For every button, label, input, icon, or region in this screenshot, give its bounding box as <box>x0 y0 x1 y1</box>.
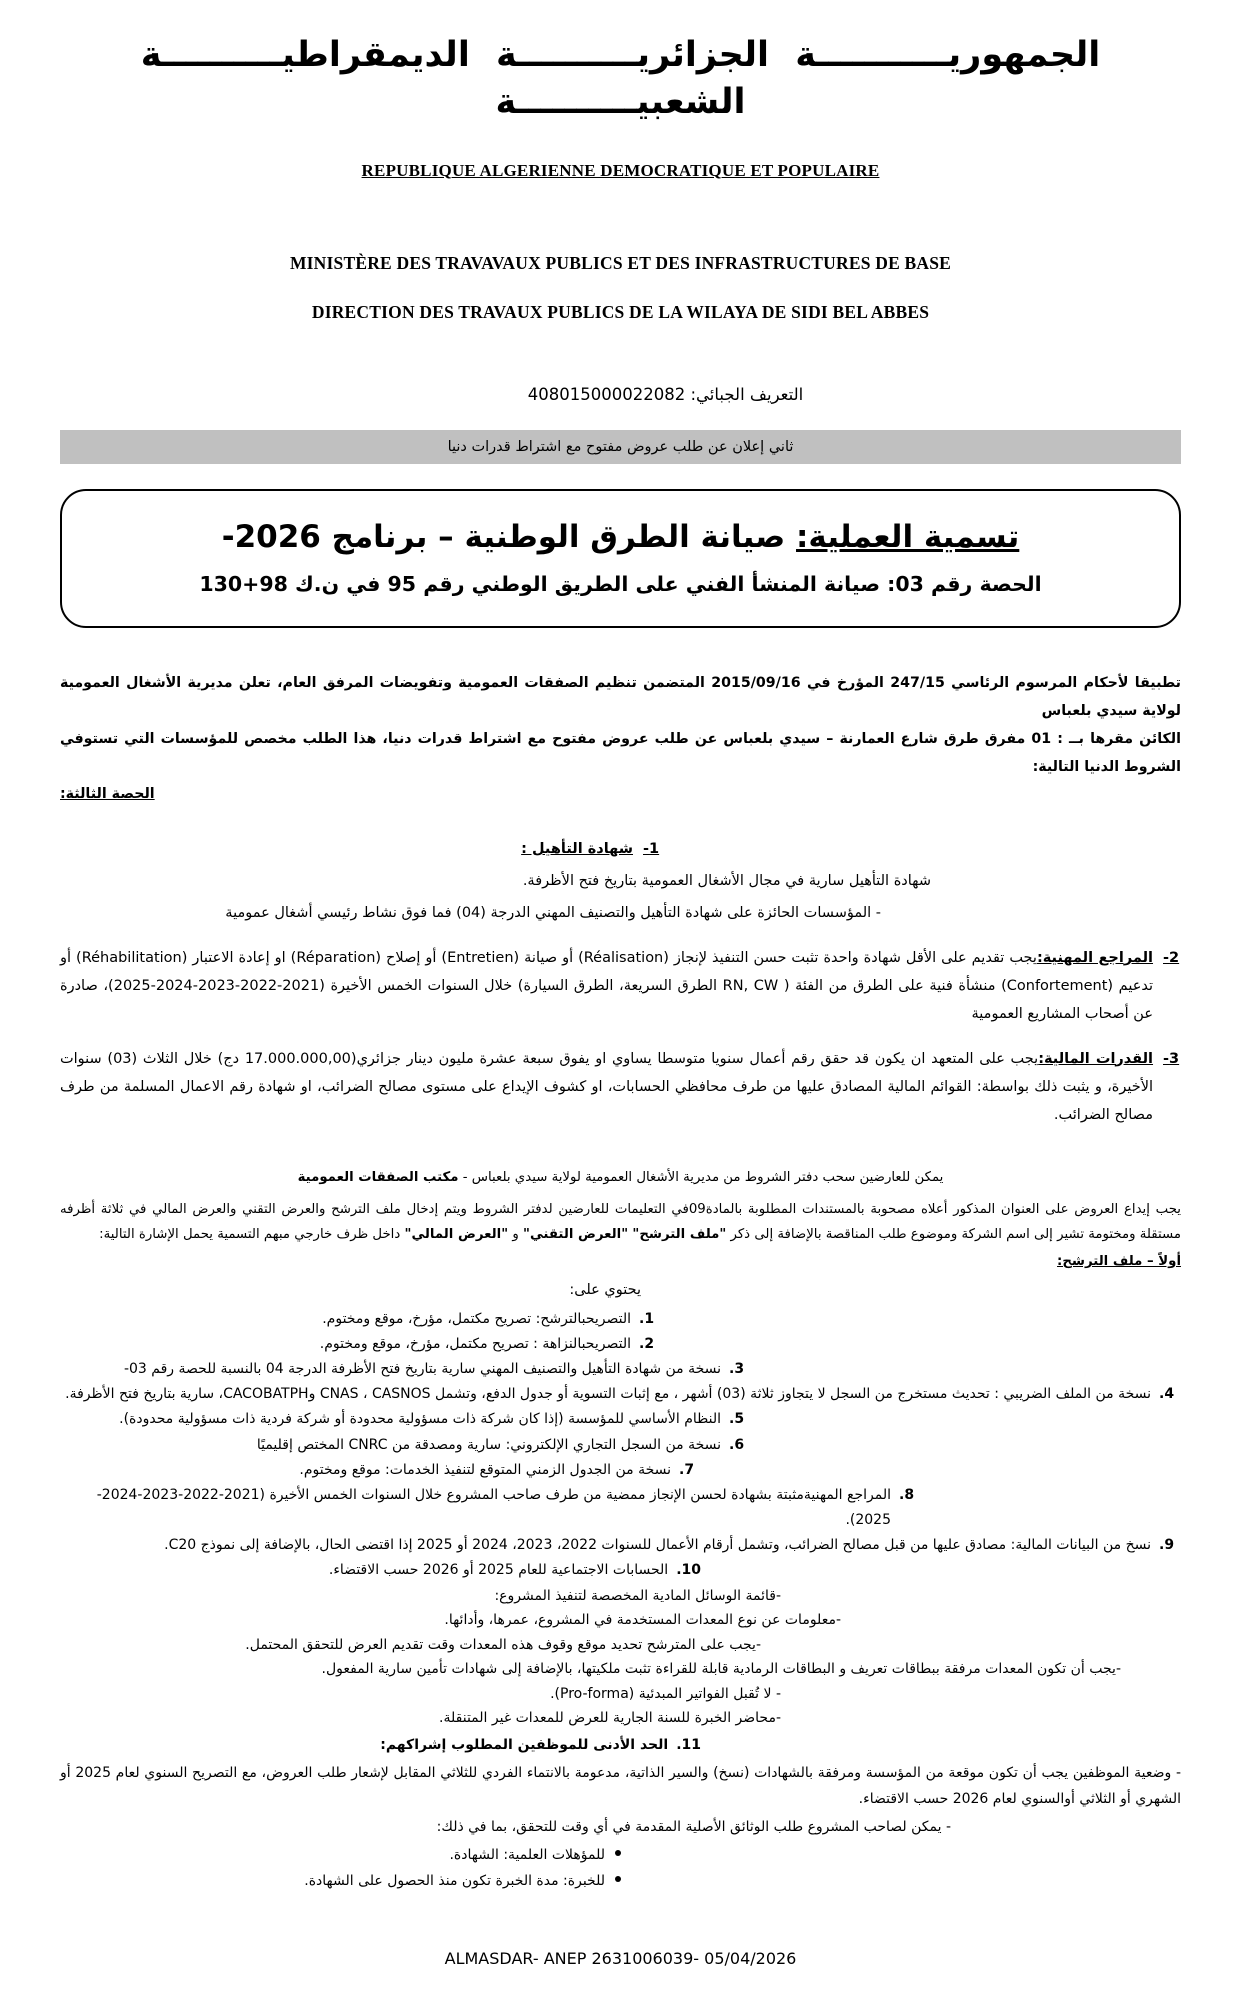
condition-3 <box>60 1045 1181 1130</box>
sep-2: و <box>508 1226 524 1242</box>
equipment-note: -محاضر الخبرة للسنة الجارية للعرض للمعدات غير المتنقلة. <box>439 1710 781 1727</box>
condition-1-heading: شهادة التأهيل : <box>521 840 633 857</box>
document-item <box>60 1407 1181 1432</box>
staff-bullet <box>60 1842 1181 1869</box>
staff-bullet-text: للمؤهلات العلمية: الشهادة. <box>449 1846 605 1863</box>
document-item-text: التصريحبالنزاهة : تصريح مكتمل، مؤرخ، موقع ومختوم. <box>319 1335 631 1352</box>
document-item-text: نسخة من شهادة التأهيل والتصنيف المهني سارية بتاريخ فتح الأظرفة الدرجة 04 بالنسبة للحصة رقم 03- <box>123 1360 721 1377</box>
conditions-list <box>60 835 1181 1129</box>
required-documents-list <box>60 1307 1181 1584</box>
document-item-number: 6. <box>729 1436 745 1453</box>
document-item <box>60 1558 1181 1583</box>
withdrawal-text: يمكن للعارضين سحب دفتر الشروط من مديرية الأشغال العمومية لولاية سيدي بلعباس - <box>458 1170 944 1186</box>
staff-line-2: - يمكن لصاحب المشروع طلب الوثائق الأصلية المقدمة في أي وقت للتحقق، بما في ذلك: <box>436 1819 951 1835</box>
envelope-technical-label: "العرض التقني" <box>523 1226 629 1242</box>
tax-identification: التعريف الجبائي: 408015000022082 <box>527 384 804 404</box>
document-item <box>60 1533 1181 1558</box>
condition-3-text: يجب على المتعهد ان يكون قد حقق رقم أعمال سنويا متوسطا يساوي او يفوق سبعة عشرة مليون دينار جزائري(17.000.000,00 دج) خلال الثلاث (03) سنوات الأخيرة، و يثبت ذلك بواسطة: القوائم المالية المصادق عليها من طرف محافظي الحسابات، او كشوف الإيداع على مستوى مصالح الضرائب، او شهادة رقم الاعمال المسلمة من طرف مصالح الضرائب. <box>60 1050 1153 1124</box>
french-republic-heading: REPUBLIQUE ALGERIENNE DEMOCRATIQUE ET POPULAIRE <box>361 160 880 180</box>
withdrawal-office: مكتب الصفقات العمومية <box>297 1170 459 1186</box>
document-item <box>60 1332 1181 1357</box>
staff-requirements <box>60 1733 1181 1895</box>
bullet-icon <box>615 1850 621 1856</box>
document-item-number: 3. <box>729 1360 745 1377</box>
equipment-note: -يجب على المترشح تحديد موقع وقوف هذه المعدات وقت تقديم العرض للتحقق المحتمل. <box>245 1636 761 1653</box>
staff-bullets <box>60 1842 1181 1895</box>
staff-bullet-text: للخبرة: مدة الخبرة تكون منذ الحصول على الشهادة. <box>304 1873 605 1890</box>
intro-paragraph <box>60 670 1181 808</box>
staff-item-number: 11. <box>676 1736 701 1753</box>
operation-title-label: تسمية العملية: <box>796 518 1020 555</box>
ministry-heading: MINISTÈRE DES TRAVAVAUX PUBLICS ET DES INFRASTRUCTURES DE BASE <box>289 252 952 273</box>
document-item <box>60 1458 1181 1483</box>
operation-subtitle: الحصة رقم 03: صيانة المنشأ الفني على الطريق الوطني رقم 95 في ن.ك 98+130 <box>199 571 1042 596</box>
submission-text: يجب إيداع العروض على العنوان المذكور أعلاه مصحوبة بالمستندات المطلوبة بالمادة09في التعليمات للعارضين لدفتر الشروط ويتم إدخال ملف الترشح والعرض التقني والعرض المالي في ثلاثة أظرفه مستقلة ومختومة تشير إلى اسم الشركة وموضوع طلب المناقصة بالإضافة إلى ذكر <box>60 1201 1181 1242</box>
document-page <box>0 18 1241 1998</box>
withdrawal-line <box>60 1165 1181 1190</box>
equipment-note: - لا تُقبل الفواتير المبدئية (Pro-forma). <box>550 1685 781 1702</box>
document-item-number: 9. <box>1159 1537 1175 1554</box>
announcement-banner-text: ثاني إعلان عن طلب عروض مفتوح مع اشتراط قدرات دنيا <box>447 438 794 455</box>
document-item-number: 7. <box>679 1461 695 1478</box>
condition-2-heading: المراجع المهنية: <box>1036 949 1154 966</box>
staff-item <box>60 1733 1181 1758</box>
direction-heading: DIRECTION DES TRAVAUX PUBLICS DE LA WILAYA DE SIDI BEL ABBES <box>311 301 930 322</box>
document-item-text: نسخة من السجل التجاري الإلكتروني: سارية ومصدقة من CNRC المختص إقليميًا <box>256 1436 721 1453</box>
condition-2-number: 2- <box>1163 949 1180 966</box>
condition-2-text: يجب تقديم على الأقل شهادة واحدة تثبت حسن التنفيذ لإنجاز (Réalisation) أو صيانة (Entretien) أو إصلاح (Réparation) او إعادة الاعتبار (Réhabilitation) أو تدعيم (Confortement) منشأة فنية على الطرق من الفئة ( RN, CW الطرق السريعة، الطرق السيارة) خلال السنوات الخمس الأخيرة (2021-2022-2023-2024-2025)، صادرة عن أصحاب المشاريع العمومية <box>60 949 1153 1023</box>
condition-3-heading: القدرات المالية: <box>1038 1050 1154 1067</box>
envelope-financial-label: "العرض المالي" <box>404 1226 509 1242</box>
document-item-number: 4. <box>1159 1386 1175 1403</box>
document-item-number: 5. <box>729 1411 745 1428</box>
operation-title-text: صيانة الطرق الوطنية – برنامج 2026- <box>221 518 797 555</box>
document-item <box>60 1382 1181 1407</box>
equipment-note: -قائمة الوسائل المادية المخصصة لتنفيذ المشروع: <box>494 1587 781 1604</box>
document-item-text: التصريحبالترشح: تصريح مكتمل، مؤرخ، موقع ومختوم. <box>322 1310 631 1327</box>
staff-line-1: - وضعية الموظفين يجب أن تكون موقعة من المؤسسة ومرفقة بالشهادات (نسخ) والسير الذاتية، مدعومة بالانتماء الفردي للثلاثي المقابل لإشعار طلب العروض، مع التصريح السنوي لعام 2025 أو الشهري أو الثلاثي أوالسنوي لعام 2026 حسب الاقتضاء. <box>60 1764 1181 1808</box>
intro-line-2: الكائن مقرها بــ : 01 مفرق طرق شارع العمارنة – سيدي بلعباس عن طلب عروض مفتوح مع اشتراط قدرات دنيا، هذا الطلب مخصص للمؤسسات التي تستوفي الشروط الدنيا التالية: <box>60 730 1181 775</box>
section-first-candidacy-file <box>60 1249 1181 1274</box>
arabic-republic-heading: الجمهوريـــــــــــة الجزائريــــــــــة الديمقراطيــــــــــة الشعبيــــــــــة <box>140 35 1101 123</box>
condition-1-line-1: شهادة التأهيل سارية في مجال الأشغال العمومية بتاريخ فتح الأظرفة. <box>522 873 931 890</box>
condition-1-line-2: - المؤسسات الحائزة على شهادة التأهيل والتصنيف المهني الدرجة (04) فما فوق نشاط رئيسي أشغال عمومية <box>225 905 881 922</box>
operation-title <box>92 517 1149 557</box>
condition-1 <box>60 835 1181 863</box>
document-item-text: النظام الأساسي للمؤسسة (إذا كان شركة ذات مسؤولية محدودة أو شركة فردية ذات مسؤولية محدودة). <box>119 1411 721 1428</box>
document-item-number: 2. <box>639 1335 655 1352</box>
equipment-notes-list <box>60 1584 1181 1731</box>
equipment-note: -معلومات عن نوع المعدات المستخدمة في المشروع، عمرها، وأدائها. <box>444 1612 841 1629</box>
spacer <box>60 1029 1181 1045</box>
document-item-number: 8. <box>899 1486 915 1503</box>
contains-label: يحتوي على: <box>569 1282 641 1299</box>
bullet-icon <box>615 1876 621 1882</box>
submission-paragraph <box>60 1197 1181 1248</box>
condition-1-number: 1- <box>643 840 660 857</box>
document-item-number: 10. <box>676 1562 701 1579</box>
condition-2 <box>60 944 1181 1029</box>
intro-line-1: تطبيقا لأحكام المرسوم الرئاسي 247/15 المؤرخ في 2015/09/16 المتضمن تنظيم الصفقات العمومية وتفويضات المرفق العام، تعلن مديرية الأشغال العمومية لولاية سيدي بلعباس <box>60 675 1182 720</box>
envelope-candidacy-label: "ملف الترشح" <box>632 1226 727 1242</box>
document-item <box>60 1433 1181 1458</box>
spacer <box>60 1129 1181 1145</box>
staff-item-heading: الحد الأدنى للموظفين المطلوب إشراكهم: <box>380 1736 669 1753</box>
document-item-text: نسخة من الملف الضريبي : تحديث مستخرج من السجل لا يتجاوز ثلاثة (03) أشهر ، مع إثبات التسوية أو جدول الدفع، وتشمل CNAS ، CASNOS وCACOBATPH، سارية بتاريخ فتح الأظرفة. <box>65 1386 1151 1403</box>
condition-3-number: 3- <box>1163 1050 1180 1067</box>
section-first-candidacy-file-text: أولاً – ملف الترشح: <box>1057 1254 1181 1270</box>
document-item-text: المراجع المهنيةمثبتة بشهادة لحسن الإنجاز ممضية من طرف صاحب المشروع خلال السنوات الخمس الأخيرة (2021-2022-2023-2024-2025). <box>96 1486 891 1529</box>
document-item <box>60 1483 1181 1533</box>
staff-bullet <box>60 1868 1181 1895</box>
intro-lot-label: الحصة الثالثة: <box>60 786 155 803</box>
document-item-number: 1. <box>639 1310 655 1327</box>
document-item <box>60 1307 1181 1332</box>
announcement-banner <box>60 430 1181 464</box>
operation-title-box <box>60 489 1181 629</box>
equipment-note: -يجب أن تكون المعدات مرفقة ببطاقات تعريف و البطاقات الرمادية قابلة للقراءة تثبت ملكيتها، بالإضافة إلى شهادات تأمين سارية المفعول. <box>321 1661 1121 1678</box>
document-item-text: نسخ من البيانات المالية: مصادق عليها من قبل مصالح الضرائب، وتشمل أرقام الأعمال للسنوات 2022، 2023، 2024 أو 2025 إذا اقتضى الحال، بالإضافة إلى نموذج C20. <box>164 1537 1151 1554</box>
document-item-text: نسخة من الجدول الزمني المتوقع لتنفيذ الخدمات: موقع ومختوم. <box>299 1461 671 1478</box>
document-item <box>60 1357 1181 1382</box>
document-footer: ALMASDAR- ANEP 2631006039- 05/04/2026 <box>444 1948 797 1968</box>
spacer <box>60 928 1181 944</box>
submission-tail: داخل ظرف خارجي مبهم التسمية يحمل الإشارة التالية: <box>99 1226 405 1242</box>
document-item-text: الحسابات الاجتماعية للعام 2025 أو 2026 حسب الاقتضاء. <box>328 1562 669 1579</box>
